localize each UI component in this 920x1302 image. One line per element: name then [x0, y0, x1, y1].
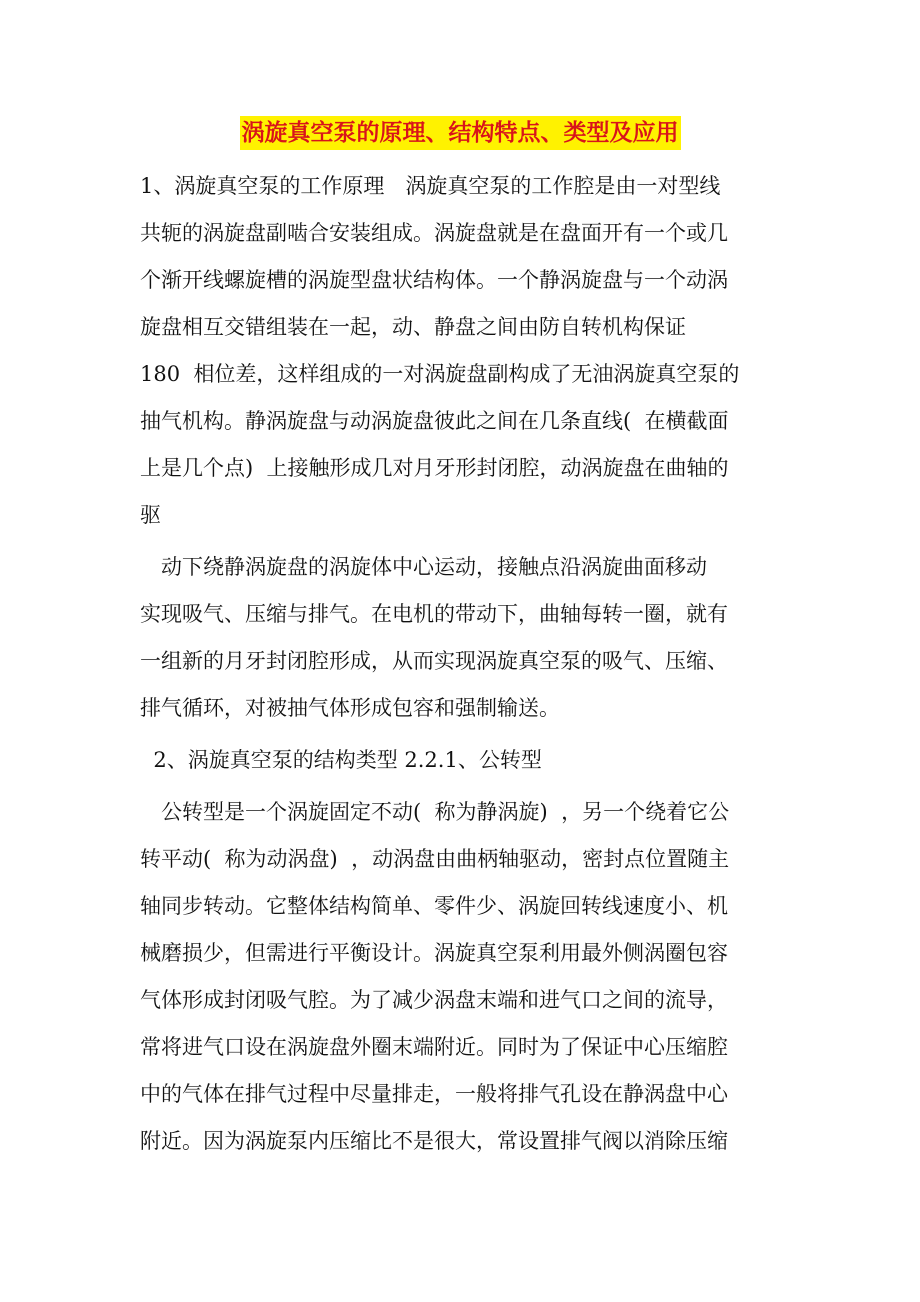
body-line: 动下绕静涡旋盘的涡旋体中心运动，接触点沿涡旋曲面移动	[140, 555, 707, 579]
body-line: 个渐开线螺旋槽的涡旋型盘状结构体。一个静涡旋盘与一个动涡	[140, 268, 728, 292]
body-line: 轴同步转动。它整体结构简单、零件少、涡旋回转线速度小、机	[140, 894, 728, 918]
body-line: 排气循环，对被抽气体形成包容和强制输送。	[140, 696, 560, 720]
section-heading: 2、涡旋真空泵的结构类型 2.2.1、公转型	[140, 748, 542, 772]
body-line: 180 相位差，这样组成的一对涡旋盘副构成了无油涡旋真空泵的	[140, 362, 740, 386]
body-line: 公转型是一个涡旋固定不动( 称为静涡旋) ，另一个绕着它公	[140, 800, 730, 824]
document-title: 涡旋真空泵的原理、结构特点、类型及应用	[240, 116, 681, 150]
body-line: 驱	[140, 503, 161, 527]
body-line: 上是几个点) 上接触形成几对月牙形封闭腔，动涡旋盘在曲轴的	[140, 456, 729, 480]
body-line: 常将进气口设在涡旋盘外圈末端附近。同时为了保证中心压缩腔	[140, 1035, 728, 1059]
body-line: 旋盘相互交错组装在一起，动、静盘之间由防自转机构保证	[140, 315, 686, 339]
body-line: 气体形成封闭吸气腔。为了减少涡盘末端和进气口之间的流导，	[140, 988, 728, 1012]
body-line: 实现吸气、压缩与排气。在电机的带动下，曲轴每转一圈，就有	[140, 602, 728, 626]
body-line: 械磨损少，但需进行平衡设计。涡旋真空泵利用最外侧涡圈包容	[140, 941, 728, 965]
body-line: 1、涡旋真空泵的工作原理 涡旋真空泵的工作腔是由一对型线	[140, 174, 721, 198]
body-line: 一组新的月牙封闭腔形成，从而实现涡旋真空泵的吸气、压缩、	[140, 649, 728, 673]
title-container	[0, 116, 920, 150]
body-line: 抽气机构。静涡旋盘与动涡旋盘彼此之间在几条直线( 在横截面	[140, 409, 729, 433]
body-line: 共轭的涡旋盘副啮合安装组成。涡旋盘就是在盘面开有一个或几	[140, 221, 728, 245]
body-line: 附近。因为涡旋泵内压缩比不是很大，常设置排气阀以消除压缩	[140, 1129, 728, 1153]
body-line: 中的气体在排气过程中尽量排走，一般将排气孔设在静涡盘中心	[140, 1082, 728, 1106]
body-line: 转平动( 称为动涡盘) ，动涡盘由曲柄轴驱动，密封点位置随主	[140, 847, 730, 871]
